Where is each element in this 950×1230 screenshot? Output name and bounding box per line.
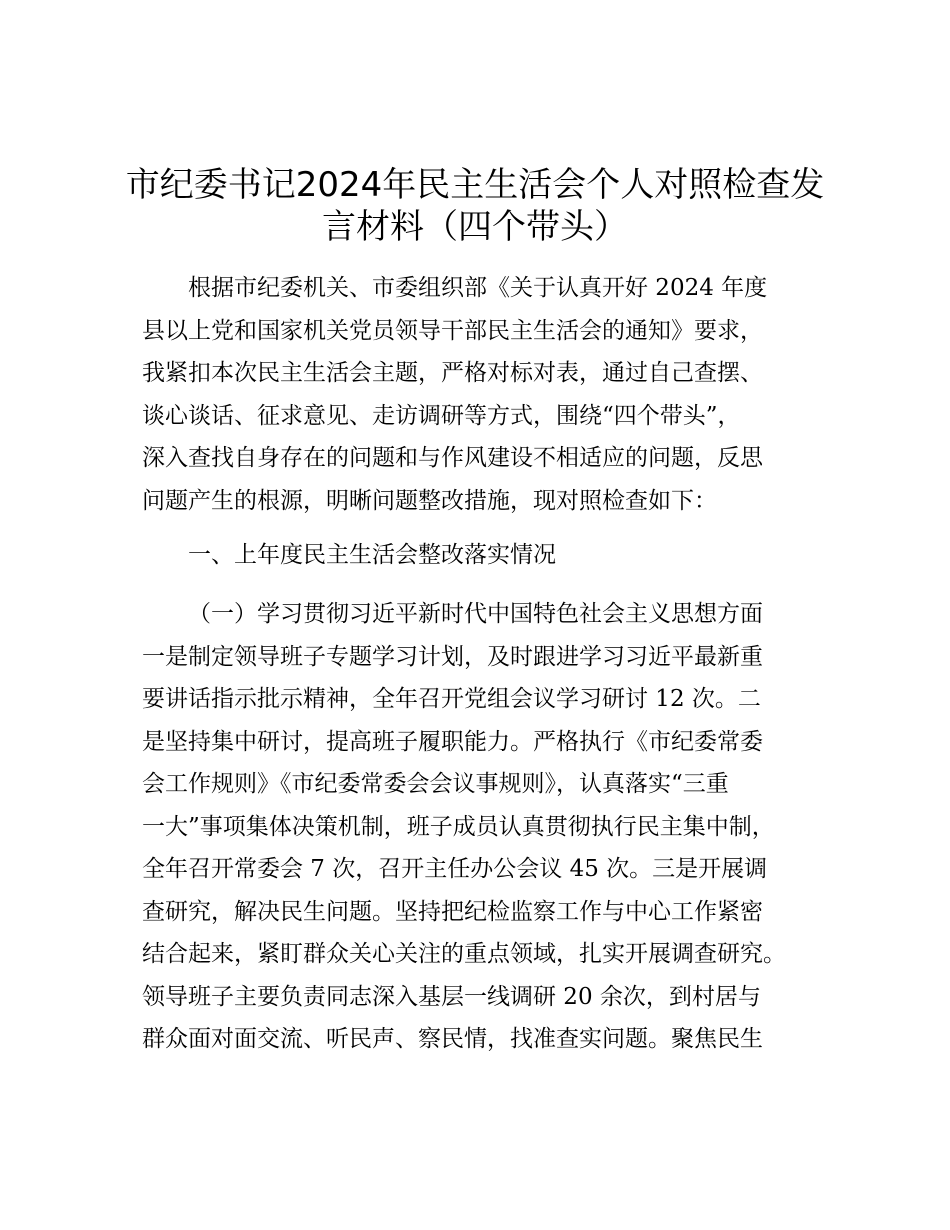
- section-line: 要讲话指示批示精神，全年召开党组会议学习研讨 12 次。二: [142, 686, 761, 712]
- section-heading: [142, 534, 822, 577]
- section-line: 是坚持集中研讨，提高班子履职能力。严格执行《市纪委常委: [142, 728, 763, 755]
- intro-line: 县以上党和国家机关党员领导干部民主生活会的通知》要求，: [142, 317, 763, 344]
- document-title: [120, 164, 830, 248]
- section-line: 结合起来，紧盯群众关心关注的重点领域，扎实开展调查研究。: [142, 941, 786, 967]
- section-paragraph: [142, 593, 822, 1061]
- subsection-heading: （一）学习贯彻习近平新时代中国特色社会主义思想方面: [188, 601, 763, 627]
- intro-paragraph: [142, 267, 822, 522]
- intro-line: 根据市纪委机关、市委组织部《关于认真开好 2024 年度: [188, 275, 768, 301]
- section-line: 一是制定领导班子专题学习计划，及时跟进学习习近平最新重: [142, 643, 763, 670]
- section-line: 查研究，解决民生问题。坚持把纪检监察工作与中心工作紧密: [142, 898, 763, 925]
- title-line-1: 市纪委书记2024年民主生活会个人对照检查发: [125, 165, 825, 205]
- section-line: 会工作规则》《市纪委常委会会议事规则》，认真落实“三重: [142, 771, 729, 797]
- intro-line: 谈心谈话、征求意见、走访调研等方式，围绕“四个带头”，: [142, 402, 741, 429]
- title-line-2: 言材料（四个带头）: [322, 207, 628, 247]
- intro-line: 我紧扣本次民主生活会主题，严格对标对表，通过自己查摆、: [142, 360, 763, 386]
- section-line: 全年召开常委会 7 次，召开主任办公会议 45 次。三是开展调: [142, 856, 768, 882]
- section-line: 群众面对面交流、听民声、察民情，找准查实问题。聚焦民生: [142, 1026, 763, 1052]
- section-line: 领导班子主要负责同志深入基层一线调研 20 余次，到村居与: [142, 983, 761, 1010]
- section-line: 一大”事项集体决策机制，班子成员认真贯彻执行民主集中制，: [142, 813, 775, 840]
- section-heading-text: 一、上年度民主生活会整改落实情况: [188, 542, 556, 568]
- intro-line: 深入查找自身存在的问题和与作风建设不相适应的问题，反思: [142, 445, 763, 471]
- intro-line: 问题产生的根源，明晰问题整改措施，现对照检查如下：: [142, 487, 717, 514]
